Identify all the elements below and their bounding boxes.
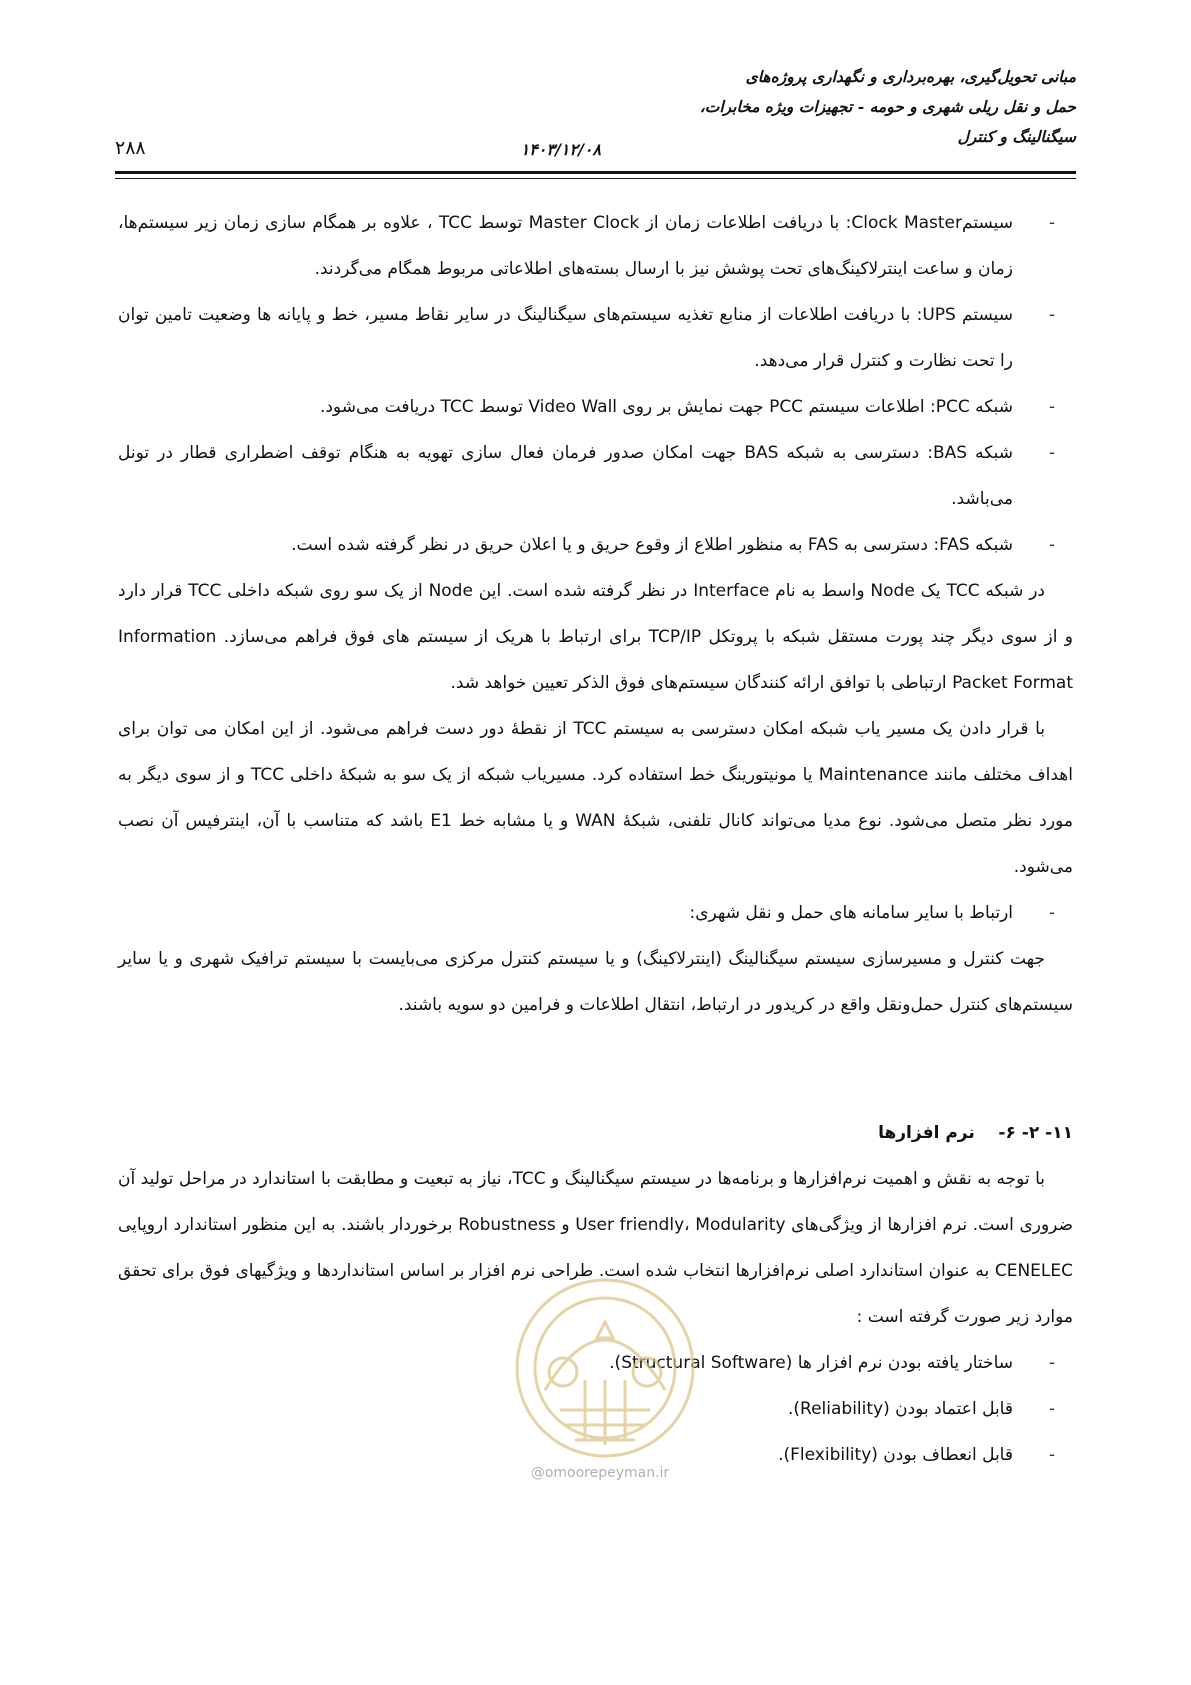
bullet-urban-transport: - ارتباط با سایر سامانه های حمل و نقل شهری: <box>118 890 1073 936</box>
header-date: ۱۴۰۳/۱۲/۰۸ <box>520 140 601 159</box>
bullet-pcc: - شبکه PCC: اطلاعات سیستم PCC جهت نمایش بر روی Video Wall توسط TCC دریافت می‌شود. <box>118 384 1073 430</box>
section-title: نرم افزارها <box>878 1123 975 1143</box>
header-rule-thick <box>115 171 1076 174</box>
page-number: ۲۸۸ <box>115 137 146 159</box>
bullet-reliability: - قابل اعتماد بودن (Reliability). <box>118 1386 1073 1432</box>
bullet-bas: - شبکه BAS: دسترسی به شبکه BAS جهت امکان صدور فرمان فعال سازی تهویه به هنگام توقف اضطراری قطار در تونل می‌باشد. <box>118 430 1073 522</box>
section-heading <box>118 1110 1073 1156</box>
paragraph-interface-node: در شبکه TCC یک Node واسط به نام Interface در نظر گرفته شده است. این Node از یک سو روی شبکه داخلی TCC قرار دارد و از سوی دیگر چند پورت مستقل شبکه با پروتکل TCP/IP برای ارتباط با هریک از سیستم های فوق فراهم می‌سازد. Information Packet Format ارتباطی با توافق ارائه کنندگان سیستم‌های فوق الذکر تعیین خواهد شد. <box>118 581 1073 693</box>
header-title <box>606 62 1076 152</box>
paragraph-software: با توجه به نقش و اهمیت نرم‌افزارها و برنامه‌ها در سیستم سیگنالینگ و TCC، نیاز به تبعیت و مطابقت با استاندارد در مراحل تولید آن ضروری است. نرم افزارها از ویژگی‌های User friendly، Modularity و Robustness برخوردار باشند. به این منظور استاندارد اروپایی CENELEC به عنوان استاندارد اصلی نرم‌افزارها انتخاب شده است. طراحی نرم افزار بر اساس استانداردها و ویژگیهای فوق برای تحقق موارد زیر صورت گرفته است : <box>118 1169 1073 1327</box>
paragraph-traffic-control: جهت کنترل و مسیرسازی سیستم سیگنالینگ (اینترلاکینگ) و یا سیستم کنترل مرکزی می‌بایست با سیستم ترافیک شهری و یا سایر سیستم‌های کنترل حمل‌ونقل واقع در کریدور در ارتباط، انتقال اطلاعات و فرامین دو سویه باشند. <box>118 949 1073 1015</box>
header-rule-thin <box>115 178 1076 179</box>
running-header <box>115 62 1076 172</box>
watermark-text: @omoorepeyman.ir <box>530 1465 670 1481</box>
header-title-line-2: حمل و نقل ریلی شهری و حومه - تجهیزات ویژه مخابرات، <box>699 97 1076 116</box>
bullet-ups: - سیستم UPS: با دریافت اطلاعات از منابع تغذیه سیستم‌های سیگنالینگ در سایر نقاط مسیر، خط و پایانه ها وضعیت تامین توان را تحت نظارت و کنترل قرار می‌دهد. <box>118 292 1073 384</box>
section-spacer <box>118 1028 1073 1110</box>
bullet-clock-master: - سیستمClock Master: با دریافت اطلاعات زمان از Master Clock توسط TCC ، علاوه بر همگام سازی زمان زیر سیستم‌ها، زمان و ساعت اینترلاکینگ‌های تحت پوشش نیز با ارسال بسته‌های اطلاعاتی مربوط همگام می‌گردند. <box>118 200 1073 292</box>
header-title-line-3: سیگنالینگ و کنترل <box>957 127 1076 146</box>
bullet-flexibility: - قابل انعطاف بودن (Flexibility). <box>118 1432 1073 1478</box>
header-title-line-1: مبانی تحویل‌گیری، بهره‌برداری و نگهداری پروژه‌های <box>745 67 1076 86</box>
watermark-logo <box>485 1260 725 1465</box>
paragraph-router: با قرار دادن یک مسیر یاب شبکه امکان دسترسی به سیستم TCC از نقطهٔ دور دست فراهم می‌شود. از این امکان می توان برای اهداف مختلف مانند Maintenance یا مونیتورینگ خط استفاده کرد. مسیریاب شبکه از یک سو به شبکهٔ داخلی TCC و از سوی دیگر به مورد نظر متصل می‌شود. نوع مدیا می‌تواند کانال تلفنی، شبکهٔ WAN و یا مشابه خط E1 باشد که متناسب با آن، اینترفیس آن نصب می‌شود. <box>118 719 1073 877</box>
section-number: ۱۱- ۲- ۶- <box>998 1123 1073 1143</box>
bullet-fas: - شبکه FAS: دسترسی به FAS به منظور اطلاع از وقوع حریق و یا اعلان حریق در نظر گرفته شده است. <box>118 522 1073 568</box>
bullet-structural-software: - ساختار یافته بودن نرم افزار ها (Structural Software). <box>118 1340 1073 1386</box>
